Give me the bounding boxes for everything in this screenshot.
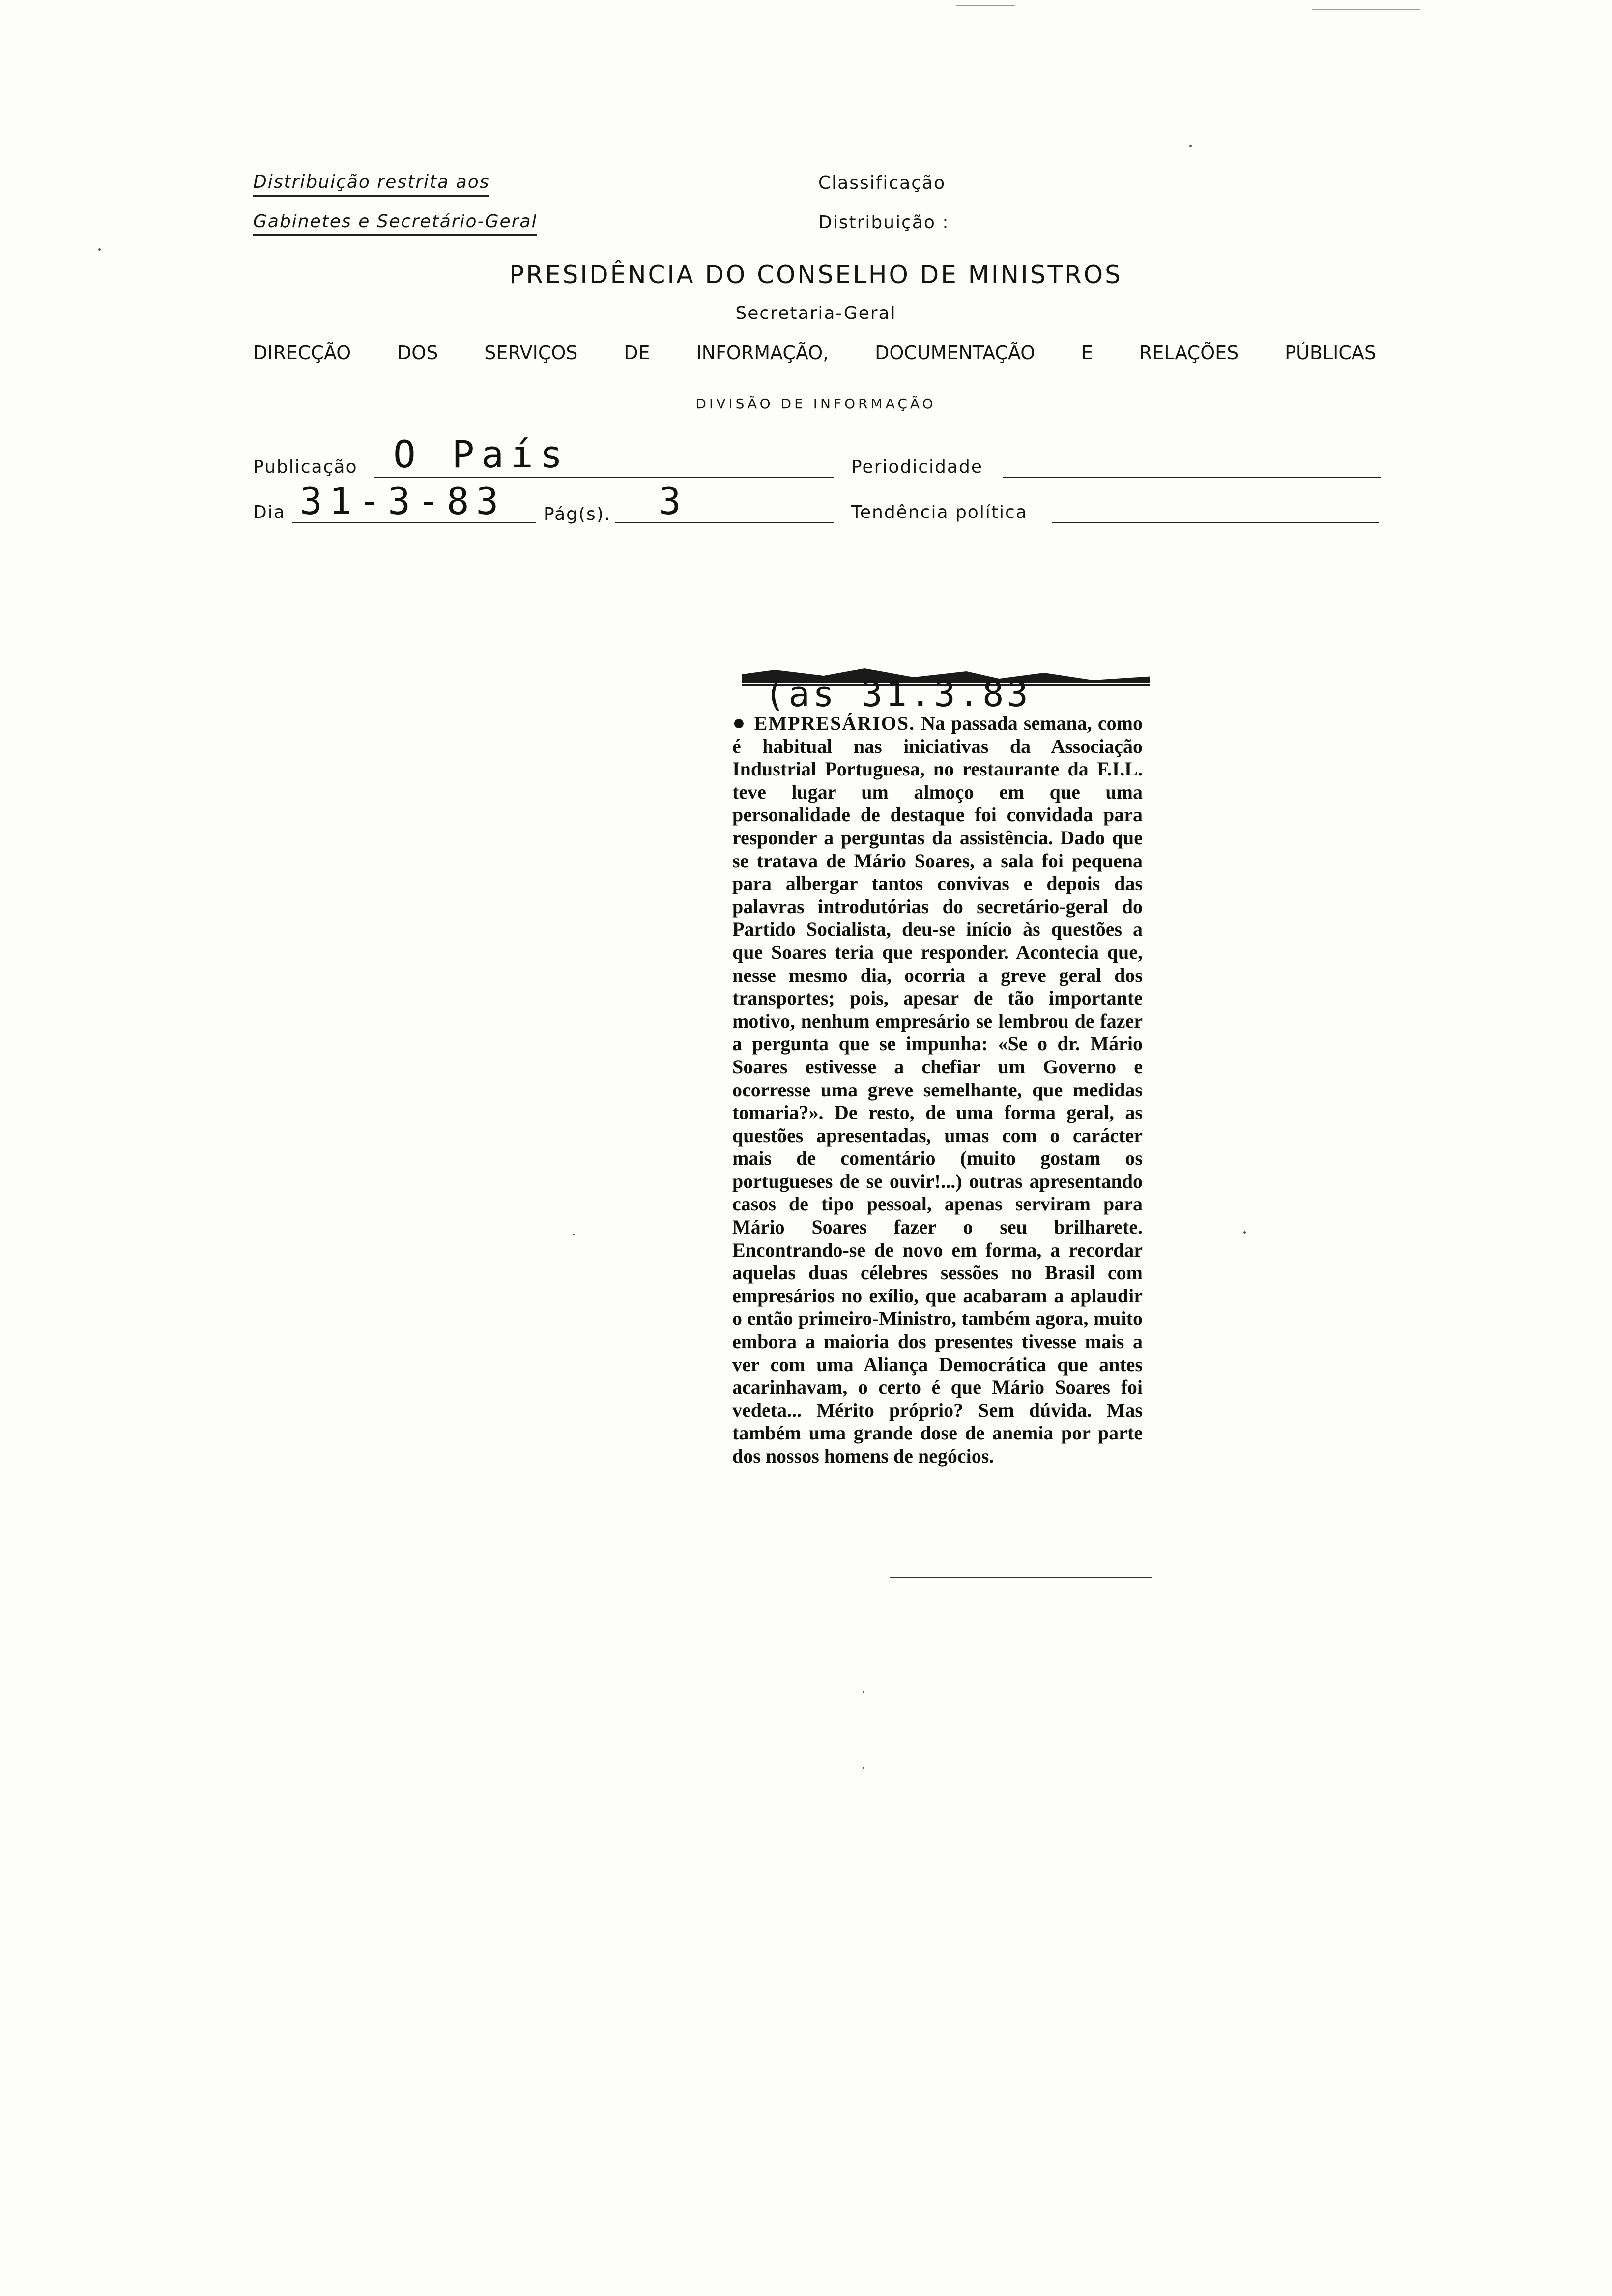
day-handwritten-value: 31-3-83: [300, 479, 506, 523]
directorate-word: RELAÇÕES: [1139, 342, 1239, 364]
division-label: DIVISÃO DE INFORMAÇÃO: [695, 396, 936, 412]
directorate-word: PÚBLICAS: [1285, 342, 1376, 364]
page-subtitle: Secretaria-Geral: [735, 303, 896, 323]
classification-label: Classificação: [818, 173, 946, 193]
pages-handwritten-value: 3: [659, 479, 688, 523]
directorate-word: INFORMAÇÃO,: [696, 342, 829, 364]
scan-edge-mark: [1312, 9, 1420, 10]
pages-label: Pág(s).: [544, 504, 611, 524]
scan-speck: [863, 1691, 864, 1693]
newspaper-clipping: [732, 712, 1143, 1468]
directorate-word: SERVIÇOS: [484, 342, 578, 364]
publication-underline: [374, 477, 834, 478]
directorate-line: [253, 342, 1376, 364]
restricted-distribution-line1: Distribuição restrita aos: [253, 172, 489, 197]
directorate-word: E: [1081, 342, 1094, 364]
bullet-icon: ●: [732, 711, 747, 735]
publication-handwritten-value: O País: [393, 432, 570, 476]
pages-underline: [615, 522, 834, 523]
clipping-heading: EMPRESÁRIOS.: [754, 712, 916, 734]
scan-speck: [1243, 1231, 1246, 1234]
clipping-bottom-rule: [890, 1577, 1152, 1578]
periodicity-label: Periodicidade: [851, 457, 983, 477]
scan-speck: [1189, 145, 1192, 147]
political-tendency-underline: [1052, 522, 1379, 523]
scan-speck: [573, 1234, 575, 1235]
scan-edge-mark: [956, 5, 1015, 6]
day-label: Dia: [253, 502, 286, 522]
scan-speck: [98, 248, 101, 251]
page-title: PRESIDÊNCIA DO CONSELHO DE MINISTROS: [509, 260, 1123, 289]
political-tendency-label: Tendência política: [851, 502, 1028, 522]
clipping-handwritten-date: (as 31.3.83: [764, 673, 1031, 715]
scan-speck: [863, 1767, 864, 1769]
directorate-word: DE: [624, 342, 650, 364]
periodicity-underline: [1003, 477, 1381, 478]
directorate-word: DIRECÇÃO: [253, 342, 351, 364]
restricted-distribution-line2: Gabinetes e Secretário-Geral: [253, 211, 537, 236]
publication-label: Publicação: [253, 457, 358, 477]
directorate-word: DOCUMENTAÇÃO: [875, 342, 1036, 364]
directorate-word: DOS: [397, 342, 438, 364]
clipping-body: Na passada semana, como é habitual nas iniciativas da Associação Industrial Portuguesa, no restaurante da F.I.L. teve lugar um almoço em que uma personalidade de destaque foi convidada para responder a perguntas da assistência. Dado que se tratava de Mário Soares, a sala foi pequena para albergar tantos convivas e depois das palavras introdutórias do secretário-geral do Partido Socialista, deu-se início às questões a que Soares teria que responder. Acontecia que, nesse mesmo dia, ocorria a greve geral dos transportes; pois, apesar de tão importante motivo, nenhum empresário se lembrou de fazer a pergunta que se impunha: «Se o dr. Mário Soares estivesse a chefiar um Governo e ocorresse uma greve semelhante, que medidas tomaria?». De resto, de uma forma geral, as questões apresentadas, umas com o carácter mais de comentário (muito gostam os portugueses de se ouvir!...) outras apresentando casos de tipo pessoal, apenas serviram para Mário Soares fazer o seu brilharete. Encontrando-se de novo em forma, a recordar aquelas duas célebres sessões no Brasil com empresários no exílio, que acabaram a aplaudir o então primeiro-Ministro, também agora, muito embora a maioria dos presentes tivesse mais a ver com uma Aliança Democrática que antes acarinhavam, o certo é que Mário Soares foi vedeta... Mérito próprio? Sem dúvida. Mas também uma grande dose de anemia por parte dos nossos homens de negócios.: [732, 712, 1143, 1467]
distribution-label: Distribuição :: [818, 212, 950, 232]
